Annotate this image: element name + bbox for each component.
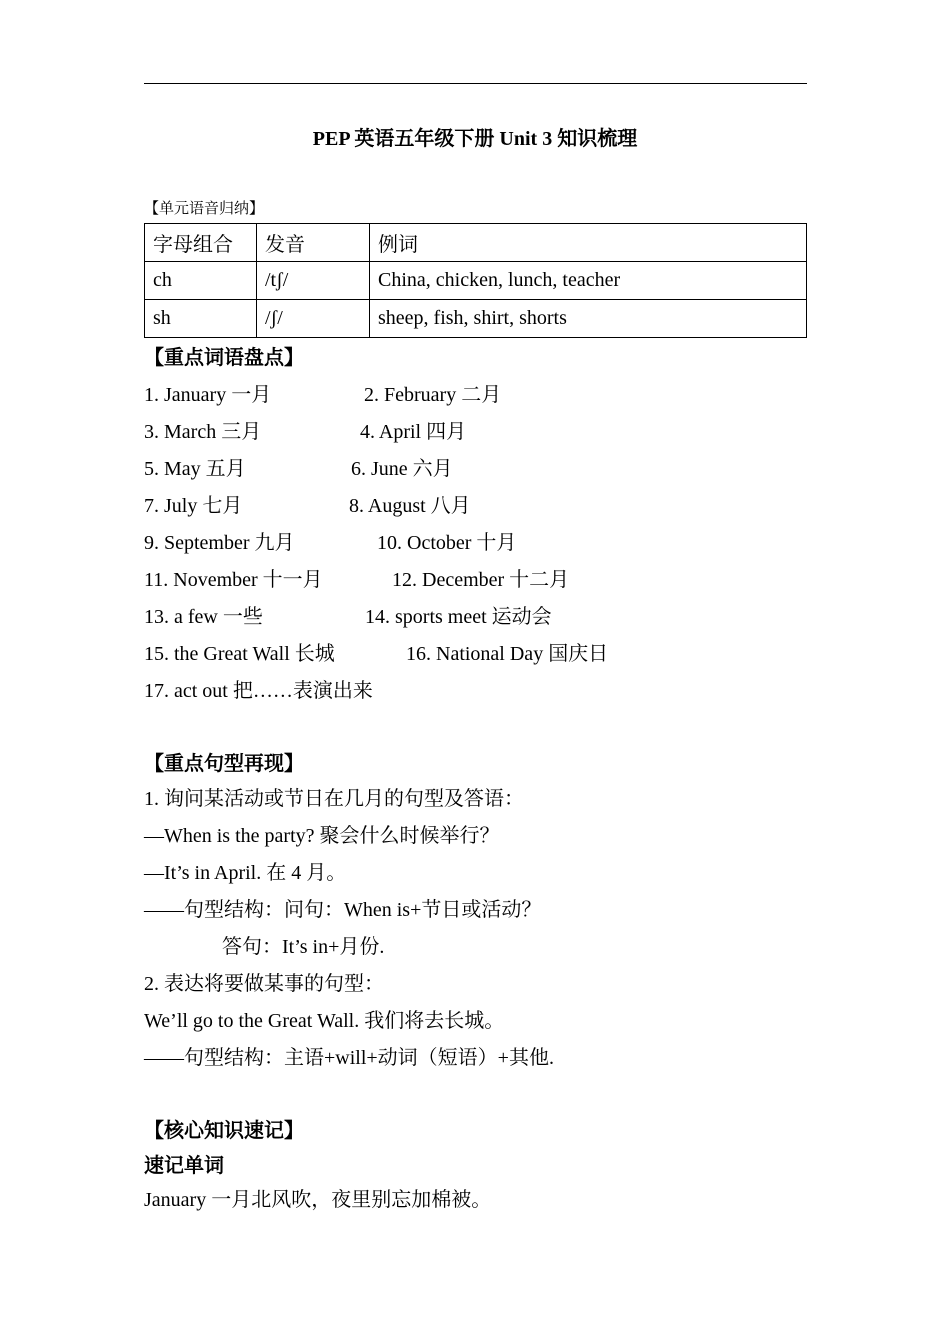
vocab-item: 1. January 一月 xyxy=(144,384,272,406)
table-cell: /ʃ/ xyxy=(257,300,370,338)
vocab-item: 14. sports meet 运动会 xyxy=(365,606,552,628)
header-rule xyxy=(144,83,807,84)
table-cell: /tʃ/ xyxy=(257,262,370,300)
table-cell: sh xyxy=(145,300,257,338)
sentence-line: ——句型结构：问句：When is+节日或活动？ xyxy=(144,899,542,921)
sentence-line: —When is the party? 聚会什么时候举行？ xyxy=(144,825,500,847)
vocab-item: 7. July 七月 xyxy=(144,495,243,517)
table-header-row xyxy=(145,224,807,262)
table-cell: ch xyxy=(145,262,257,300)
table-header-cell: 字母组合 xyxy=(145,224,257,262)
core-heading: 【核心知识速记】 xyxy=(144,1120,304,1142)
phonics-table xyxy=(144,223,807,338)
table-cell: China, chicken, lunch, teacher xyxy=(370,262,807,300)
sentence-line: —It’s in April. 在 4 月。 xyxy=(144,862,347,884)
vocab-item: 11. November 十一月 xyxy=(144,569,323,591)
table-cell: sheep, fish, shirt, shorts xyxy=(370,300,807,338)
sentence-line: 答句：It’s in+月份. xyxy=(222,936,385,958)
sentence-line: ——句型结构：主语+will+动词（短语）+其他. xyxy=(144,1047,554,1069)
vocab-item: 16. National Day 国庆日 xyxy=(406,643,609,665)
vocab-item: 6. June 六月 xyxy=(351,458,453,480)
vocab-item: 3. March 三月 xyxy=(144,421,262,443)
sentence-line: 1. 询问某活动或节日在几月的句型及答语： xyxy=(144,788,524,810)
vocab-item: 2. February 二月 xyxy=(364,384,502,406)
vocab-item: 17. act out 把……表演出来 xyxy=(144,680,373,702)
vocab-item: 12. December 十二月 xyxy=(392,569,570,591)
table-header-cell: 例词 xyxy=(370,224,807,262)
vocab-item: 10. October 十月 xyxy=(377,532,517,554)
table-row xyxy=(145,300,807,338)
vocab-item: 13. a few 一些 xyxy=(144,606,263,628)
vocab-item: 9. September 九月 xyxy=(144,532,295,554)
sentence-line: We’ll go to the Great Wall. 我们将去长城。 xyxy=(144,1010,505,1032)
vocab-item: 8. August 八月 xyxy=(349,495,471,517)
core-line: January 一月北风吹，夜里别忘加棉被。 xyxy=(144,1189,492,1211)
sentences-heading: 【重点句型再现】 xyxy=(144,753,304,775)
vocab-item: 4. April 四月 xyxy=(360,421,467,443)
table-row xyxy=(145,262,807,300)
vocab-item: 15. the Great Wall 长城 xyxy=(144,643,335,665)
vocab-heading: 【重点词语盘点】 xyxy=(144,347,304,369)
table-header-cell: 发音 xyxy=(257,224,370,262)
vocab-item: 5. May 五月 xyxy=(144,458,246,480)
page-title: PEP 英语五年级下册 Unit 3 知识梳理 xyxy=(312,128,638,150)
phonics-heading: 【单元语音归纳】 xyxy=(144,201,265,217)
core-subheading: 速记单词 xyxy=(144,1155,224,1177)
sentence-line: 2. 表达将要做某事的句型： xyxy=(144,973,384,995)
